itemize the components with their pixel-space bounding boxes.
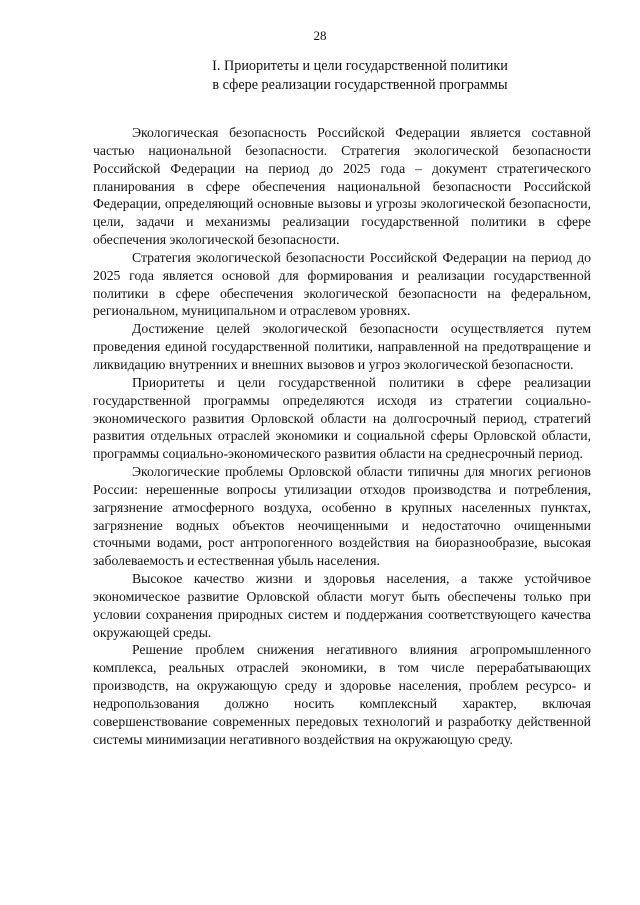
paragraph-1: Экологическая безопасность Российской Федерации является составной частью национальной безопасности. Стратегия экологической безопасности Российской Федерации на период до 2025 года – документ стратегического планирования в сфере обеспечения национальной безопасности Российской Федерации, определяющий основные вызовы и угрозы экологической безопасности, цели, задачи и механизмы реализации государственной политики в сфере обеспечения экологической безопасности. [93, 125, 591, 248]
paragraph-5: Экологические проблемы Орловской области типичны для многих регионов России: нерешенные вопросы утилизации отходов производства и потребления, загрязнение атмосферного воздуха, особенно в крупных населенных пунктах, загрязнение водных объектов неочищенными и недостаточно очищенными сточными водами, рост антропогенного воздействия на биоразнообразие, высокая заболеваемость и естественная убыль населения. [93, 464, 591, 569]
paragraph-2: Стратегия экологической безопасности Российской Федерации на период до 2025 года является основой для формирования и реализации государственной политики в сфере обеспечения экологической безопасности на федеральном, региональном, муниципальном и отраслевом уровнях. [93, 249, 591, 319]
paragraph-3: Достижение целей экологической безопасности осуществляется путем проведения единой государственной политики, направленной на предотвращение и ликвидацию внутренних и внешних вызовов и угроз экологической безопасности. [93, 321, 591, 372]
section-title-line-2: в сфере реализации государственной программы [212, 77, 508, 93]
paragraph-4: Приоритеты и цели государственной политики в сфере реализации государственной программы определяются исходя из стратегии социально-экономического развития Орловской области на долгосрочный период, стратегий развития отдельных отраслей экономики и социальной сферы Орловской области, программы социально-экономического развития области на среднесрочный период. [93, 374, 591, 462]
paragraph-7: Решение проблем снижения негативного влияния агропромышленного комплекса, реальных отраслей экономики, в том числе перерабатывающих производств, на окружающую среду и здоровье населения, проблем ресурсо- и недропользования должно носить комплексный характер, включая совершенствование современных передовых технологий и разработку действенной системы минимизации негативного воздействия на окружающую среду. [93, 642, 591, 747]
section-title-line-1: I. Приоритеты и цели государственной политики [212, 58, 508, 74]
paragraph-6: Высокое качество жизни и здоровья населения, а также устойчивое экономическое развитие Орловской области могут быть обеспечены только при условии сохранения природных систем и поддержания соответствующего качества окружающей среды. [93, 571, 591, 640]
document-body [93, 124, 591, 749]
section-title [190, 57, 530, 95]
page-number: 28 [313, 28, 327, 43]
